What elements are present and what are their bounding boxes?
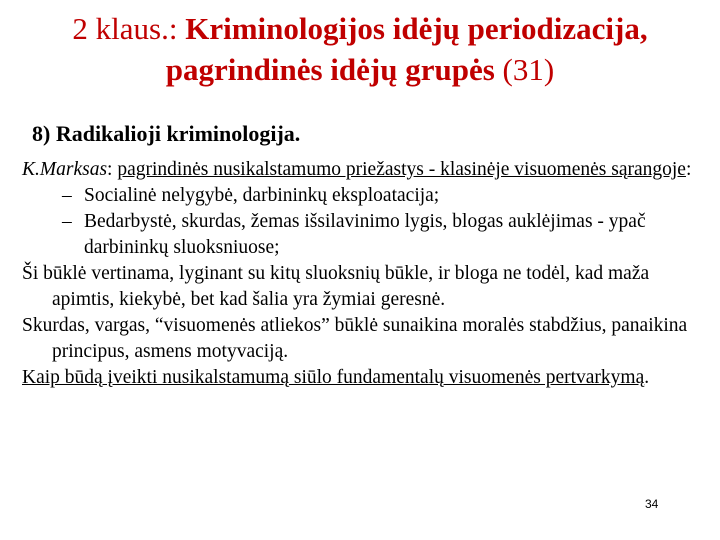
bullet-item bbox=[22, 183, 712, 209]
bullet-item bbox=[22, 209, 712, 261]
marx-text: pagrindinės nusikalstamumo priežastys - klasinėje visuomenės sąrangoje bbox=[117, 159, 686, 180]
title-prefix: 2 klaus.: bbox=[72, 11, 186, 46]
page-number: 34 bbox=[645, 497, 659, 511]
title-suffix: (31) bbox=[494, 52, 555, 87]
paragraph: Ši būklė vertinama, lyginant su kitų sluoksnių būkle, ir bloga ne todėl, kad maža apimtis, kiekybė, bet kad šalia yra žymiai geresnė. bbox=[22, 263, 650, 310]
paragraph: Skurdas, vargas, “visuomenės atliekos” būklė sunaikina moralės stabdžius, panaikina principus, asmens motyvaciją. bbox=[22, 315, 688, 362]
slide-title bbox=[0, 8, 720, 90]
dash-icon: – bbox=[62, 185, 72, 206]
closing-end: . bbox=[644, 367, 650, 388]
title-line2: pagrindinės idėjų grupės bbox=[165, 52, 495, 87]
closing-text: Kaip būdą įveikti nusikalstamumą siūlo fundamentalų visuomenės pertvarkymą bbox=[22, 367, 645, 388]
bullet-text: Socialinė nelygybė, darbininkų eksploatacija; bbox=[84, 185, 440, 206]
marx-separator: : bbox=[107, 159, 118, 180]
slide-body bbox=[22, 157, 712, 391]
marx-name: K.Marksas bbox=[22, 159, 108, 180]
marx-paragraph bbox=[22, 157, 712, 183]
bullet-text: Bedarbystė, skurdas, žemas išsilavinimo lygis, blogas auklėjimas - ypač darbininkų sluoksniuose; bbox=[84, 211, 646, 258]
section-heading: 8) Radikalioji kriminologija. bbox=[32, 121, 301, 146]
closing-paragraph bbox=[22, 365, 712, 391]
dash-icon: – bbox=[62, 211, 72, 232]
title-line1: Kriminologijos idėjų periodizacija, bbox=[185, 11, 648, 46]
marx-end: : bbox=[685, 159, 692, 180]
